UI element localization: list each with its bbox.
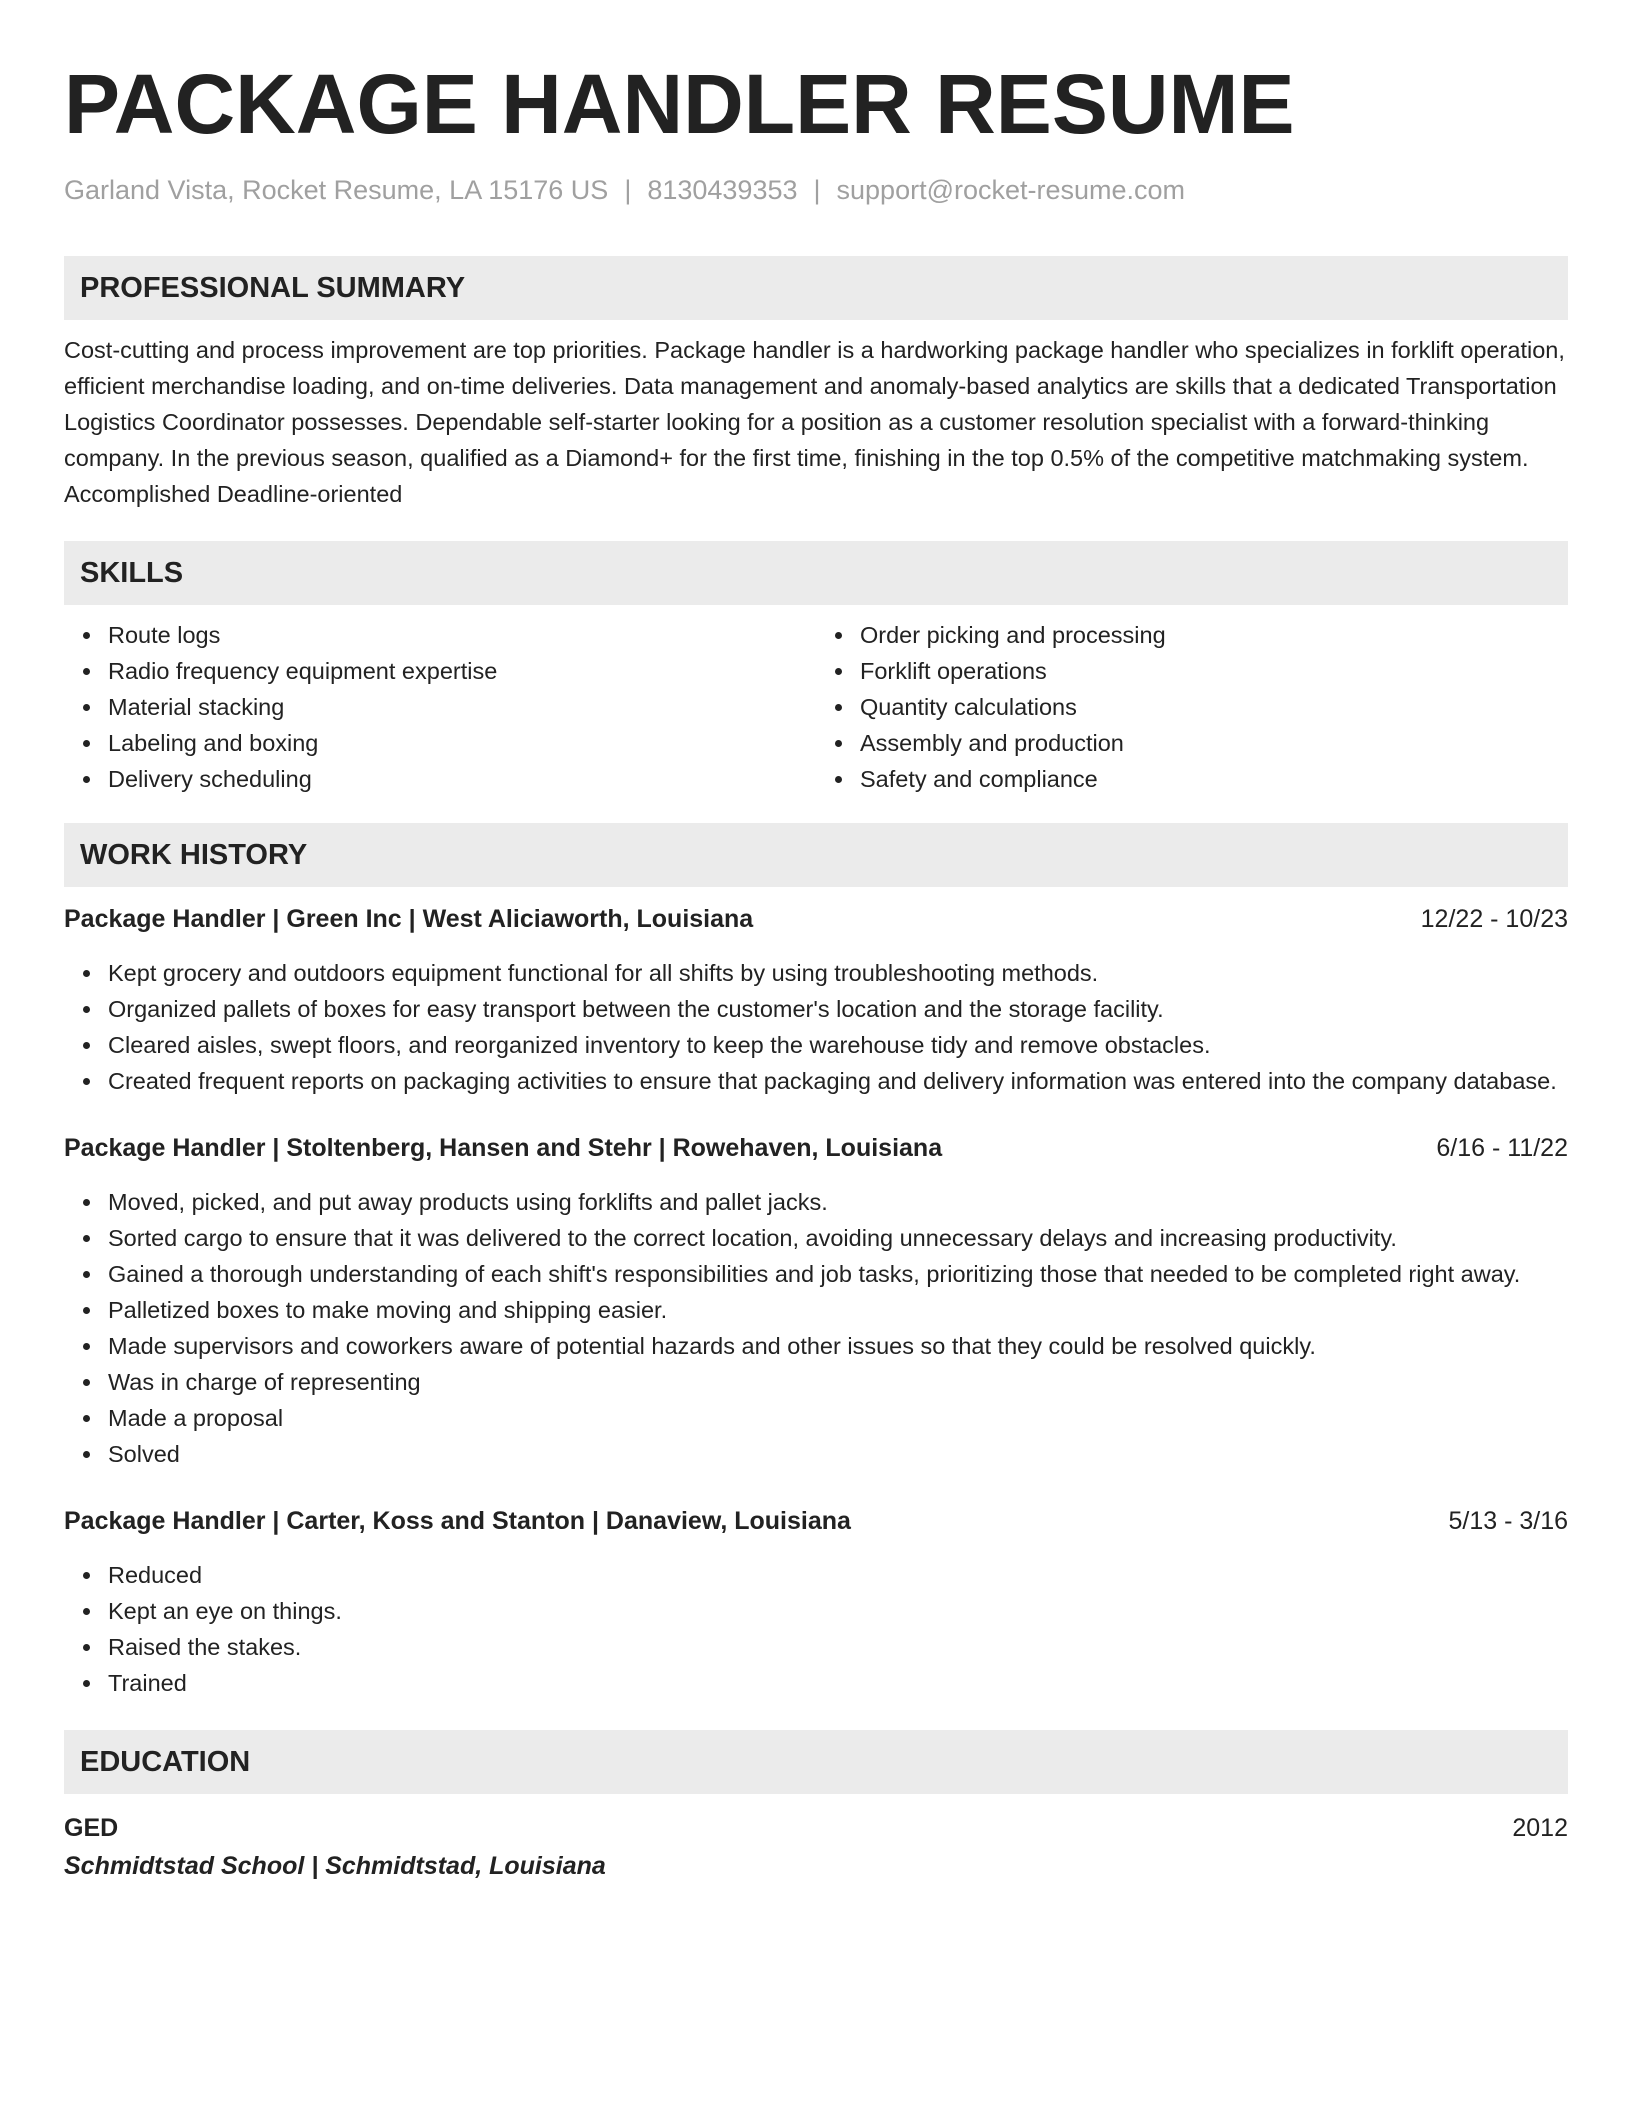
skill-item: Labeling and boxing (108, 725, 816, 761)
education-year: 2012 (1512, 1814, 1568, 1842)
skill-item: Material stacking (108, 689, 816, 725)
job-title: Package Handler | Stoltenberg, Hansen and Stehr | Rowehaven, Louisiana (64, 1134, 943, 1162)
contact-email[interactable]: support@rocket-resume.com (836, 175, 1186, 205)
section-header-education: EDUCATION (64, 1730, 1568, 1794)
resume-page (64, 56, 1568, 1884)
job-bullet: Moved, picked, and put away products using forklifts and pallet jacks. (108, 1184, 1568, 1220)
contact-address: Garland Vista, Rocket Resume, LA 15176 US (64, 175, 609, 205)
contact-line (64, 172, 1568, 208)
job-bullet: Made supervisors and coworkers aware of potential hazards and other issues so that they could be resolved quickly. (108, 1328, 1568, 1364)
skill-item: Forklift operations (860, 653, 1568, 689)
job-bullet: Created frequent reports on packaging activities to ensure that packaging and delivery information was entered into the company database. (108, 1063, 1568, 1099)
education-degree: GED (64, 1814, 119, 1842)
job-bullet: Kept grocery and outdoors equipment functional for all shifts by using troubleshooting methods. (108, 955, 1568, 991)
job-bullet: Organized pallets of boxes for easy transport between the customer's location and the storage facility. (108, 991, 1568, 1027)
job-dates: 5/13 - 3/16 (1448, 1507, 1568, 1535)
section-header-summary: PROFESSIONAL SUMMARY (64, 256, 1568, 320)
job-dates: 12/22 - 10/23 (1420, 905, 1568, 933)
contact-separator: | (624, 175, 632, 205)
job-bullet: Sorted cargo to ensure that it was delivered to the correct location, avoiding unnecessary delays and increasing productivity. (108, 1220, 1568, 1256)
job-entry (64, 1130, 1568, 1472)
job-entry (64, 1503, 1568, 1701)
job-bullet: Made a proposal (108, 1400, 1568, 1436)
skill-item: Assembly and production (860, 725, 1568, 761)
job-title: Package Handler | Carter, Koss and Stanton | Danaview, Louisiana (64, 1507, 851, 1535)
job-bullet: Solved (108, 1436, 1568, 1472)
job-bullets (64, 1557, 1568, 1701)
section-header-work: WORK HISTORY (64, 823, 1568, 887)
section-header-skills: SKILLS (64, 541, 1568, 605)
job-bullet: Reduced (108, 1557, 1568, 1593)
job-header (64, 901, 1568, 937)
skill-item: Delivery scheduling (108, 761, 816, 797)
job-dates: 6/16 - 11/22 (1436, 1134, 1568, 1162)
job-bullet: Gained a thorough understanding of each shift's responsibilities and job tasks, prioritizing those that needed to be completed right away. (108, 1256, 1568, 1292)
contact-phone: 8130439353 (647, 175, 798, 205)
job-bullets (64, 955, 1568, 1099)
summary-text: Cost-cutting and process improvement are top priorities. Package handler is a hardworking package handler who specializes in forklift operation, efficient merchandise loading, and on-time deliveries. Data management and anomaly-based analytics are skills that a dedicated Transportation Logistics Coordinator possesses. Dependable self-starter looking for a position as a customer resolution specialist with a forward-thinking company. In the previous season, qualified as a Diamond+ for the first time, finishing in the top 0.5% of the competitive matchmaking system. Accomplished Deadline-oriented (64, 337, 1565, 507)
skills-column-right (816, 617, 1568, 797)
job-bullet: Cleared aisles, swept floors, and reorganized inventory to keep the warehouse tidy and remove obstacles. (108, 1027, 1568, 1063)
skill-item: Route logs (108, 617, 816, 653)
education-school: Schmidtstad School | Schmidtstad, Louisiana (64, 1852, 606, 1880)
skill-item: Safety and compliance (860, 761, 1568, 797)
job-entry (64, 901, 1568, 1099)
job-bullet: Raised the stakes. (108, 1629, 1568, 1665)
job-header (64, 1503, 1568, 1539)
job-bullets (64, 1184, 1568, 1472)
skill-item: Radio frequency equipment expertise (108, 653, 816, 689)
job-bullet: Was in charge of representing (108, 1364, 1568, 1400)
resume-title: PACKAGE HANDLER RESUME (64, 57, 1295, 151)
skills-list (64, 617, 1568, 797)
skill-item: Order picking and processing (860, 617, 1568, 653)
job-bullet: Palletized boxes to make moving and shipping easier. (108, 1292, 1568, 1328)
education-header (64, 1810, 1568, 1846)
job-title: Package Handler | Green Inc | West Aliciaworth, Louisiana (64, 905, 754, 933)
skills-column-left (64, 617, 816, 797)
skill-item: Quantity calculations (860, 689, 1568, 725)
contact-separator: | (813, 175, 821, 205)
job-bullet: Trained (108, 1665, 1568, 1701)
job-header (64, 1130, 1568, 1166)
education-entry (64, 1810, 1568, 1884)
job-bullet: Kept an eye on things. (108, 1593, 1568, 1629)
